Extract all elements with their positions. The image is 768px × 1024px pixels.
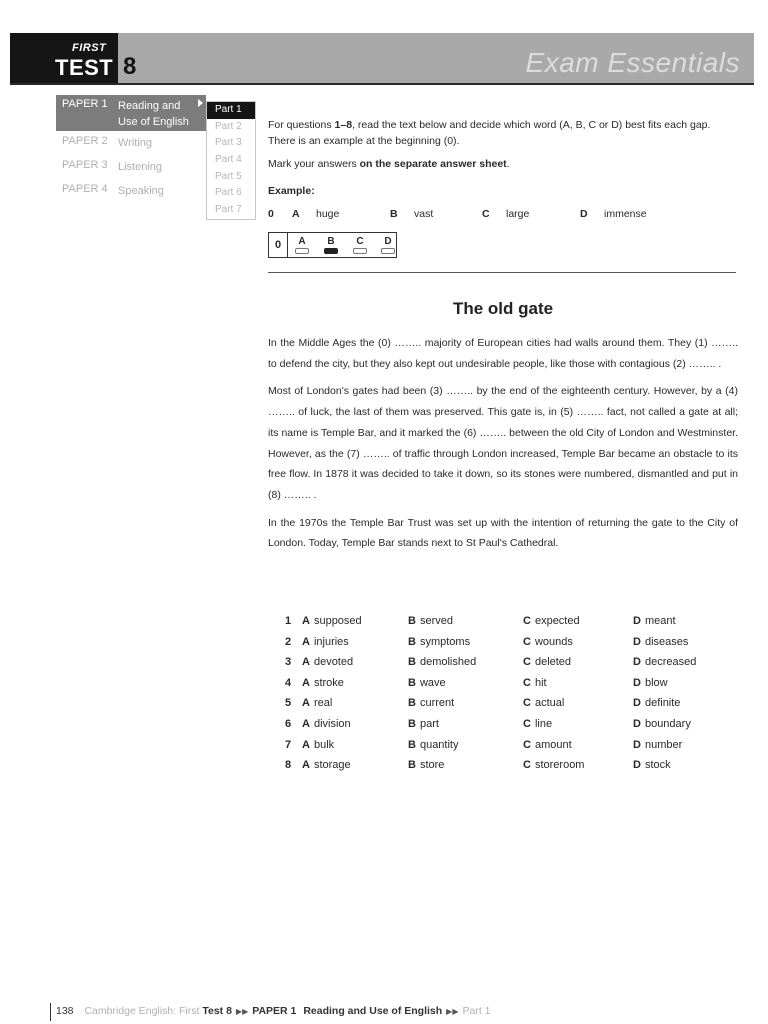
option-letter: C — [523, 656, 531, 669]
option-b — [408, 739, 458, 751]
option-c — [523, 759, 584, 771]
option-b — [408, 697, 454, 709]
option-word: storage — [313, 759, 351, 772]
footer-part: Part 1 — [462, 1005, 491, 1017]
option-word: deleted — [534, 656, 572, 669]
part-item-4[interactable]: Part 4 — [215, 154, 242, 166]
example-letter: A — [292, 208, 300, 220]
option-a — [302, 636, 349, 648]
option-b — [408, 615, 453, 627]
option-letter: D — [633, 738, 641, 751]
option-c — [523, 697, 564, 709]
example-answer-box — [268, 232, 397, 258]
option-a — [302, 718, 351, 730]
option-letter: C — [523, 615, 531, 627]
footer-test: Test 8 — [202, 1005, 232, 1017]
option-letter: B — [408, 738, 416, 751]
paper-nav — [56, 95, 206, 207]
paper-item-1[interactable] — [56, 95, 206, 131]
option-c — [523, 718, 552, 730]
option-d — [633, 656, 696, 668]
option-letter: B — [408, 656, 416, 669]
option-word: division — [313, 717, 351, 730]
page-number: 138 — [56, 1005, 74, 1017]
option-letter: D — [633, 635, 641, 648]
example-letter: C — [482, 208, 490, 220]
answer-option-a: A — [295, 236, 309, 254]
options-table — [285, 615, 745, 780]
option-b — [408, 636, 470, 648]
main-content — [268, 117, 738, 550]
option-word: wounds — [534, 635, 573, 648]
question-row — [285, 697, 745, 718]
option-letter: C — [523, 676, 531, 689]
option-c — [523, 656, 571, 668]
option-b — [408, 718, 439, 730]
part-item-6[interactable]: Part 6 — [215, 187, 242, 199]
instructions-2: Mark your answers on the separate answer sheet. — [268, 158, 510, 170]
option-letter: A — [302, 759, 310, 772]
part-nav — [206, 101, 256, 220]
option-word: bulk — [313, 738, 335, 751]
first-label: FIRST — [72, 42, 107, 54]
paper-item-3[interactable] — [56, 159, 206, 183]
option-letter: D — [633, 697, 641, 710]
option-c — [523, 636, 573, 648]
option-letter: D — [633, 717, 641, 730]
option-word: hit — [534, 676, 547, 689]
option-d — [633, 718, 691, 730]
option-b — [408, 759, 444, 771]
test-number: 8 — [123, 53, 137, 80]
question-number: 1 — [285, 615, 292, 627]
part-item-5[interactable]: Part 5 — [215, 170, 242, 182]
option-c — [523, 739, 572, 751]
instructions-1: For questions 1–8, read the text below and decide which word (A, B, C or D) best fits each gap. There is an example at the beginning (0). — [268, 119, 711, 147]
option-a — [302, 739, 334, 751]
part-item-7[interactable]: Part 7 — [215, 204, 242, 216]
passage — [268, 333, 738, 561]
option-word: injuries — [313, 635, 349, 648]
question-number: 8 — [285, 759, 292, 772]
paper-name: Writing — [118, 137, 153, 149]
lozenge-icon — [295, 248, 309, 254]
option-b — [408, 656, 476, 668]
option-word: boundary — [644, 717, 691, 730]
option-word: decreased — [644, 656, 697, 669]
option-a — [302, 697, 332, 709]
option-word: part — [419, 717, 439, 730]
option-letter: C — [523, 717, 531, 730]
option-a — [302, 677, 344, 689]
test-badge — [10, 33, 118, 83]
option-c — [523, 677, 547, 689]
option-word: actual — [534, 697, 565, 710]
option-letter: B — [408, 759, 416, 772]
option-d — [633, 636, 688, 648]
option-word: expected — [534, 615, 580, 627]
option-word: amount — [534, 738, 572, 751]
header-bar — [10, 33, 754, 83]
option-d — [633, 677, 668, 689]
option-letter: B — [408, 717, 416, 730]
option-letter: B — [408, 676, 416, 689]
paper-name: Listening — [118, 161, 163, 173]
page-footer — [50, 1003, 491, 1021]
header-rule — [10, 83, 754, 85]
question-number: 3 — [285, 656, 292, 669]
option-word: supposed — [313, 615, 362, 627]
question-number: 2 — [285, 635, 292, 648]
example-label: Example: — [268, 185, 315, 197]
option-word: blow — [644, 676, 668, 689]
arrow-right-icon — [198, 99, 203, 107]
option-word: storeroom — [534, 759, 585, 772]
lozenge-icon — [381, 248, 395, 254]
question-row — [285, 739, 745, 760]
option-letter: C — [523, 635, 531, 648]
option-d — [633, 615, 676, 627]
divider — [268, 272, 736, 273]
option-letter: D — [633, 676, 641, 689]
option-d — [633, 759, 671, 771]
option-word: store — [419, 759, 445, 772]
option-word: devoted — [313, 656, 354, 669]
option-letter: B — [408, 615, 416, 627]
question-number: 6 — [285, 717, 292, 730]
question-row — [285, 718, 745, 739]
double-arrow-icon: ▶▶ — [446, 1007, 459, 1016]
question-row — [285, 636, 745, 657]
option-word: stock — [644, 759, 671, 772]
answer-option-d: D — [381, 236, 395, 254]
option-word: number — [644, 738, 683, 751]
footer-paper-name: Reading and Use of English — [303, 1005, 443, 1017]
option-letter: D — [633, 759, 641, 772]
option-d — [633, 739, 682, 751]
question-number: 7 — [285, 738, 292, 751]
option-c — [523, 615, 580, 627]
option-word: symptoms — [419, 635, 471, 648]
answer-option-b: B — [324, 236, 338, 254]
example-word: vast — [414, 208, 434, 220]
header-title: Exam Essentials — [525, 47, 740, 78]
answer-box-number: 0 — [269, 233, 288, 257]
footer-paper: PAPER 1 — [252, 1005, 297, 1017]
option-word: current — [419, 697, 455, 710]
option-b — [408, 677, 446, 689]
question-row — [285, 615, 745, 636]
paper-code: PAPER 1 — [62, 98, 108, 110]
option-letter: B — [408, 697, 416, 710]
option-a — [302, 656, 353, 668]
part-item-3[interactable]: Part 3 — [215, 137, 242, 149]
question-row — [285, 759, 745, 780]
paper-code: PAPER 2 — [62, 135, 108, 147]
part-item-1[interactable]: Part 1 — [207, 102, 255, 119]
option-letter: A — [302, 656, 310, 669]
example-word: immense — [604, 208, 647, 220]
example-word: huge — [316, 208, 340, 220]
question-row — [285, 677, 745, 698]
passage-paragraph: In the 1970s the Temple Bar Trust was set up with the intention of returning the gate to the City of London. Today, Temple Bar stands next to St Paul's Cathedral. — [268, 516, 738, 550]
option-word: demolished — [419, 656, 477, 669]
question-number: 4 — [285, 676, 292, 689]
lozenge-icon — [353, 248, 367, 254]
paper-code: PAPER 4 — [62, 183, 108, 195]
option-word: real — [313, 697, 333, 710]
option-letter: C — [523, 697, 531, 710]
option-a — [302, 759, 351, 771]
text-title: The old gate — [452, 299, 554, 318]
option-word: stroke — [313, 676, 344, 689]
option-word: diseases — [644, 635, 689, 648]
option-word: quantity — [419, 738, 459, 751]
option-letter: A — [302, 635, 310, 648]
example-number: 0 — [268, 208, 274, 220]
paper-name: Reading and Use of English — [118, 100, 189, 128]
example-letter: D — [580, 208, 588, 220]
footer-series: Cambridge English: First — [84, 1005, 200, 1017]
option-letter: A — [302, 717, 310, 730]
option-word: served — [419, 615, 453, 627]
option-word: line — [534, 717, 553, 730]
option-letter: C — [523, 738, 531, 751]
paper-name: Speaking — [118, 185, 164, 197]
question-number: 5 — [285, 697, 292, 710]
example-letter: B — [390, 208, 398, 220]
option-letter: D — [633, 656, 641, 669]
paper-item-2[interactable] — [56, 135, 206, 159]
double-arrow-icon: ▶▶ — [235, 1007, 249, 1016]
option-letter: A — [302, 738, 310, 751]
option-word: wave — [419, 676, 446, 689]
option-word: definite — [644, 697, 681, 710]
lozenge-filled-icon — [324, 248, 338, 254]
option-letter: A — [302, 676, 310, 689]
paper-code: PAPER 3 — [62, 159, 108, 171]
option-d — [633, 697, 680, 709]
example-word: large — [506, 208, 530, 220]
passage-paragraph: Most of London's gates had been (3) …….. by the end of the eighteenth century. However, by a (4) …….. of luck, the last of them was preserved. This gate is, in (5) …….. fact, not called a gate at all; its name is Temple Bar, and it marked the (6) …….. between the old City of London and Westminster. However, as the (7) …….. of traffic through London increased, Temple Bar became an obstacle to its free flow. In 1878 it was decided to take it down, so its stones were numbered, dismantled and put in (8) …….. . — [268, 385, 738, 501]
option-letter: A — [302, 697, 310, 710]
question-row — [285, 656, 745, 677]
option-letter: D — [633, 615, 641, 627]
option-letter: C — [523, 759, 531, 772]
passage-paragraph: In the Middle Ages the (0) …….. majority of European cities had walls around them. They (1) …….. to defend the city, but they also kept out undesirable people, like those with contagious (2) …….. . — [268, 337, 738, 370]
option-letter: A — [302, 615, 310, 627]
example-row — [268, 208, 668, 224]
part-item-2[interactable]: Part 2 — [215, 120, 242, 132]
option-letter: B — [408, 635, 416, 648]
option-word: meant — [644, 615, 676, 627]
answer-option-c: C — [353, 236, 367, 254]
paper-item-4[interactable] — [56, 183, 206, 207]
option-a — [302, 615, 362, 627]
test-label: TEST — [55, 55, 114, 80]
